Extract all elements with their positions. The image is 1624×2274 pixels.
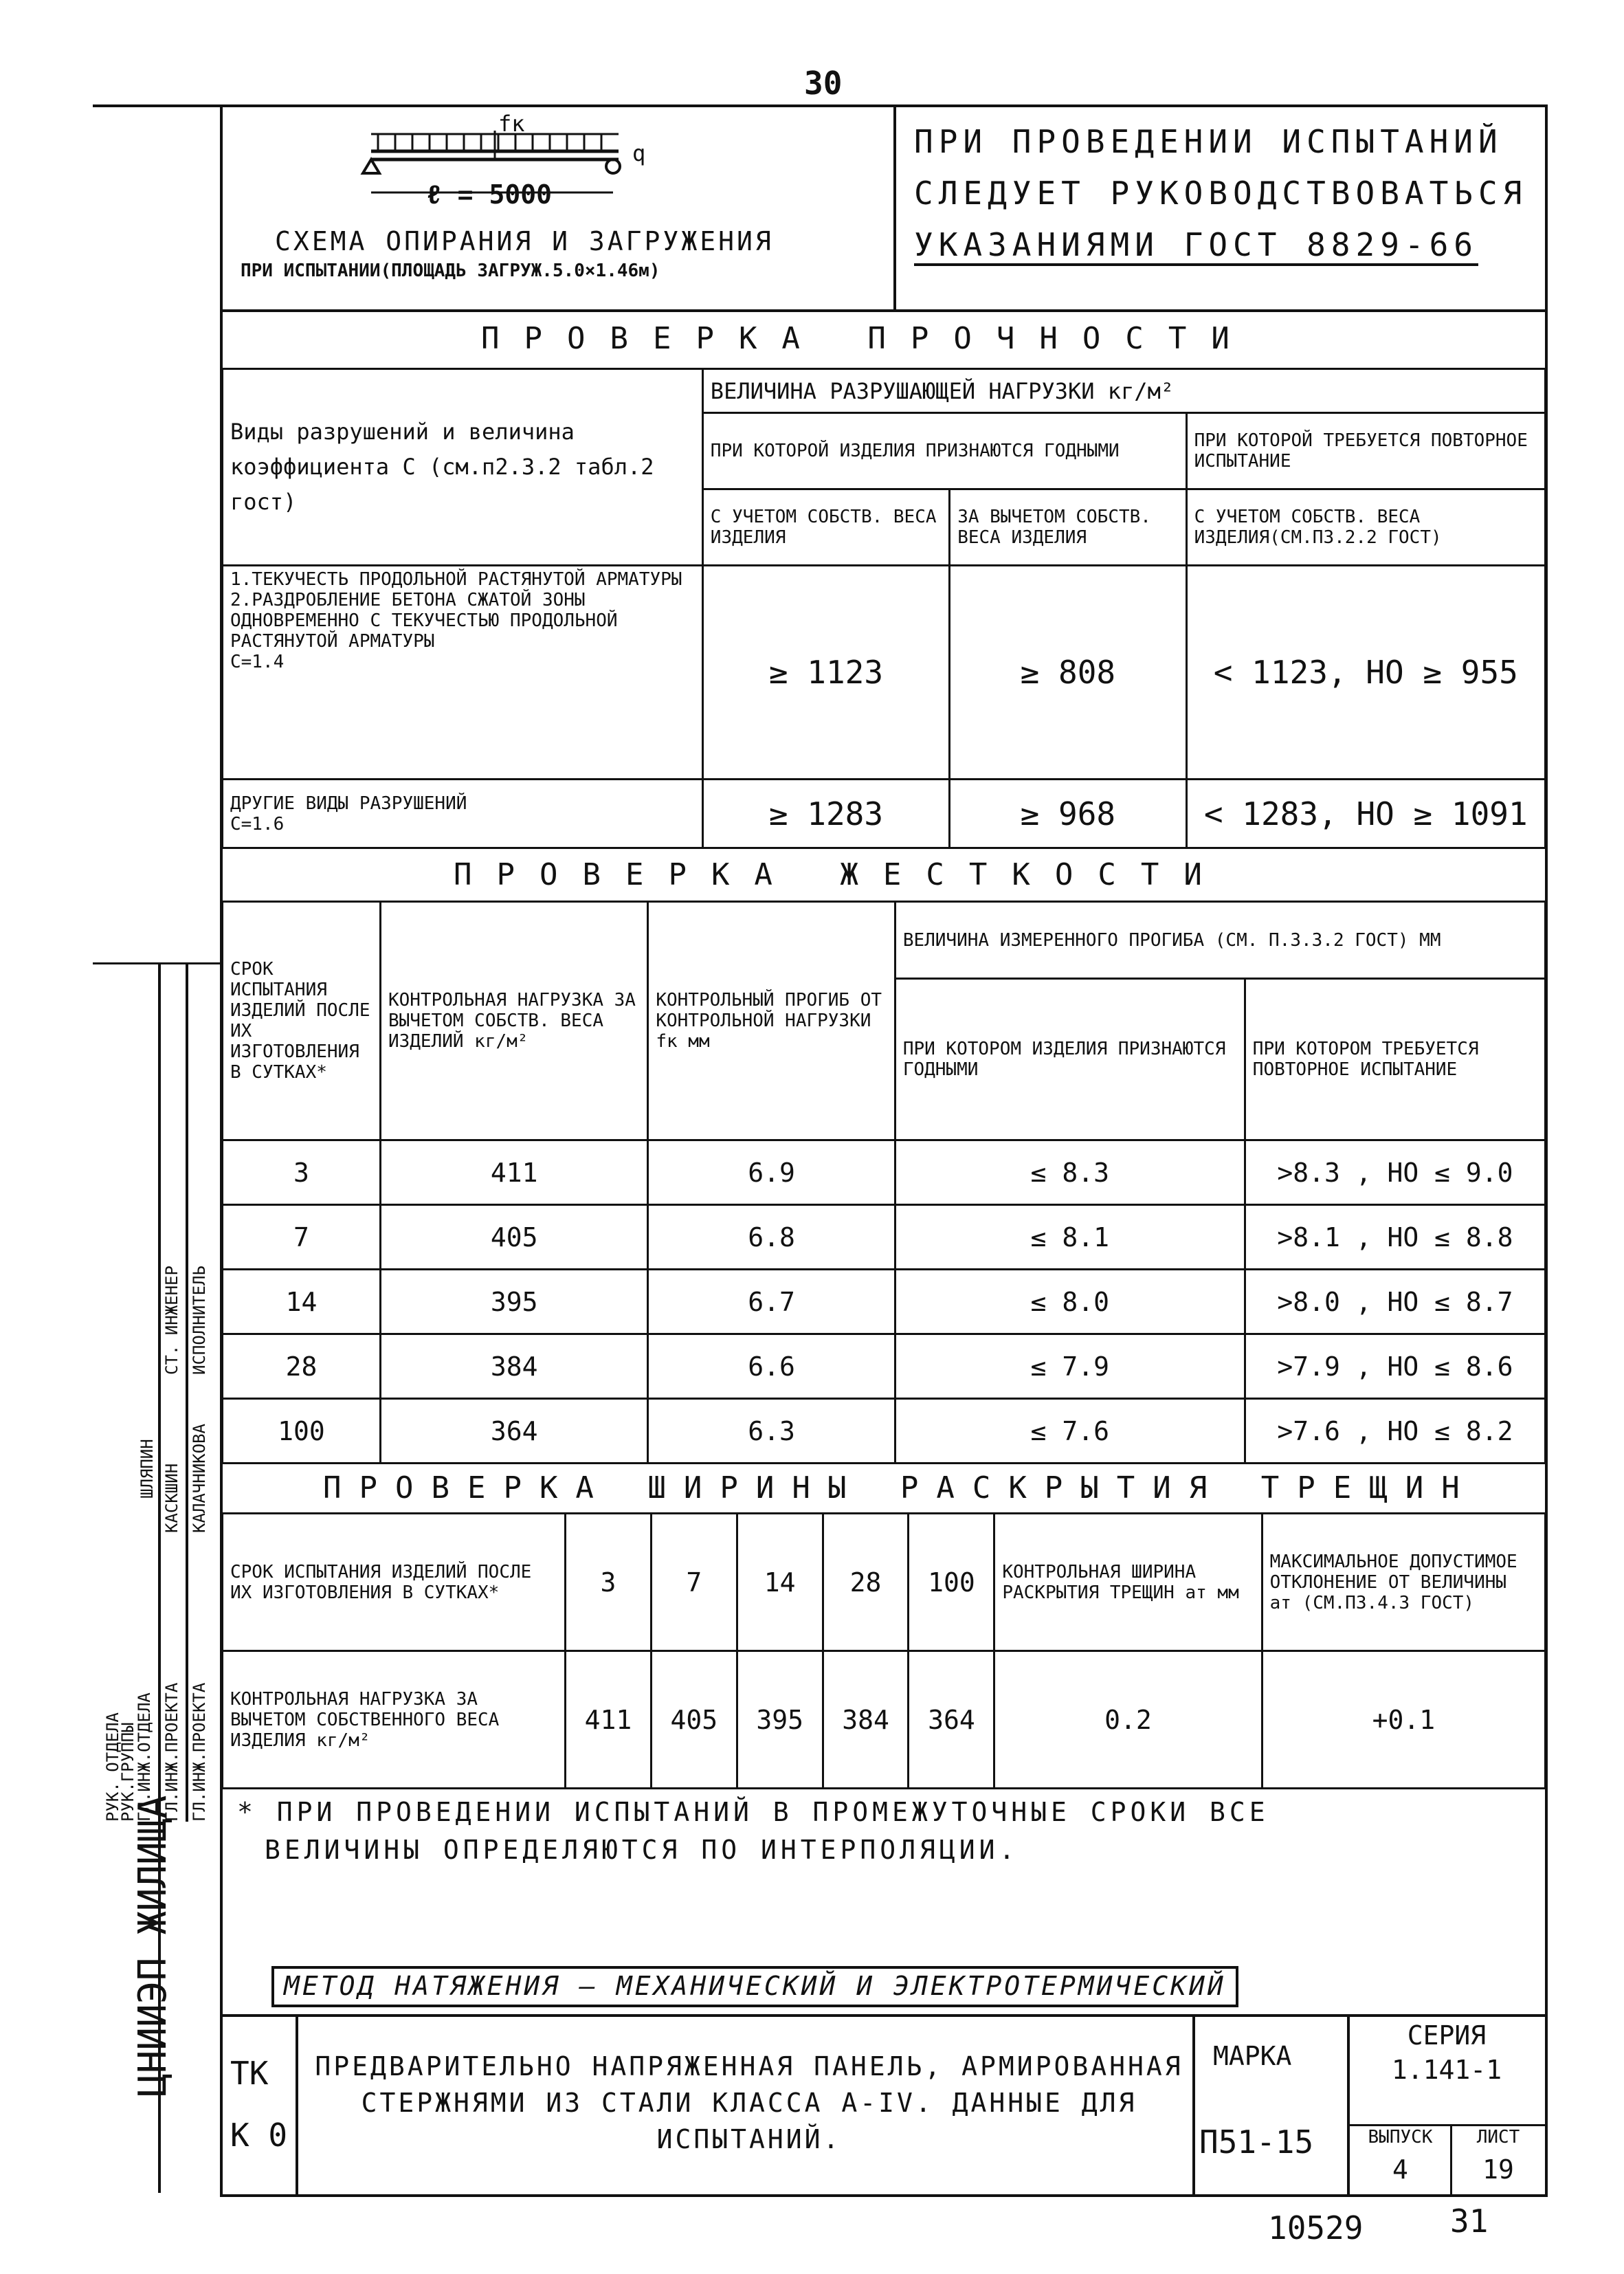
stiffness-repeat: >7.9 , НО ≤ 8.6 bbox=[1245, 1334, 1545, 1399]
crack-term: 100 bbox=[909, 1514, 994, 1651]
scheme-q: q bbox=[632, 140, 646, 166]
stiffness-col-repeat: ПРИ КОТОРОМ ТРЕБУЕТСЯ ПОВТОРНОЕ ИСПЫТАНИЕ bbox=[1245, 979, 1545, 1140]
strength-col-good: ПРИ КОТОРОЙ ИЗДЕЛИЯ ПРИЗНАЮТСЯ ГОДНЫМИ bbox=[702, 413, 1186, 489]
side-role-7: ИСПОЛНИТЕЛЬ bbox=[190, 1266, 209, 1375]
stiffness-load: 405 bbox=[380, 1205, 647, 1270]
stiffness-load: 364 bbox=[380, 1399, 647, 1464]
scheme-caption-2: ПРИ ИСПЫТАНИИ(ПЛОЩАДЬ ЗАГРУЖ.5.0×1.46м) bbox=[241, 261, 660, 281]
side-role-1: РУК. ОТДЕЛА bbox=[103, 1712, 122, 1822]
crack-term: 14 bbox=[737, 1514, 823, 1651]
crack-row2-label: КОНТРОЛЬНАЯ НАГРУЗКА ЗА ВЫЧЕТОМ СОБСТВЕННОГО ВЕСА ИЗДЕЛИЯ кг/м² bbox=[223, 1651, 566, 1789]
stiffness-load: 395 bbox=[380, 1270, 647, 1334]
strength-row-2-without: ≥ 968 bbox=[950, 780, 1186, 848]
side-name-2: КАСКШИН bbox=[162, 1463, 181, 1533]
crack-term: 7 bbox=[651, 1514, 737, 1651]
stiffness-good: ≤ 7.6 bbox=[895, 1399, 1245, 1464]
frame-top bbox=[93, 104, 1546, 107]
scheme-caption-1: СХЕМА ОПИРАНИЯ И ЗАГРУЖЕНИЯ bbox=[275, 226, 774, 256]
strength-col-with: С УЧЕТОМ СОБСТВ. ВЕСА ИЗДЕЛИЯ bbox=[702, 489, 949, 566]
stamp-vypusk-label: ВЫПУСК bbox=[1368, 2127, 1433, 2148]
strength-row-2-repeat: < 1283, НО ≥ 1091 bbox=[1186, 780, 1545, 848]
strength-row-1-with: ≥ 1123 bbox=[702, 566, 949, 780]
strength-col-main: Виды разрушений и величина коэффициента С (см.п2.3.2 табл.2 гост) bbox=[223, 369, 703, 566]
side-role-5: ГЛ.ИНЖ.ПРОЕКТА bbox=[190, 1682, 209, 1822]
strength-col-repeat: ПРИ КОТОРОЙ ТРЕБУЕТСЯ ПОВТОРНОЕ ИСПЫТАНИЕ bbox=[1186, 413, 1545, 489]
stiffness-term: 100 bbox=[223, 1399, 381, 1464]
stiffness-defl: 6.9 bbox=[648, 1140, 895, 1205]
footnote-line-1: * ПРИ ПРОВЕДЕНИИ ИСПЫТАНИЙ В ПРОМЕЖУТОЧНЫЕ СРОКИ ВСЕ bbox=[237, 1797, 1269, 1827]
stamp-marka-label: МАРКА bbox=[1213, 2041, 1292, 2071]
stiffness-repeat: >8.1 , НО ≤ 8.8 bbox=[1245, 1205, 1545, 1270]
table-row bbox=[223, 1140, 1546, 1205]
crack-width-value: 0.2 bbox=[994, 1651, 1262, 1789]
crack-load: 364 bbox=[909, 1651, 994, 1789]
strength-row-2-desc: ДРУГИЕ ВИДЫ РАЗРУШЕНИЙ С=1.6 bbox=[223, 780, 703, 848]
crack-col-width: КОНТРОЛЬНАЯ ШИРИНА РАСКРЫТИЯ ТРЕЩИН aт мм bbox=[994, 1514, 1262, 1651]
bottom-number-2: 31 bbox=[1450, 2203, 1489, 2240]
strength-row-1-repeat: < 1123, НО ≥ 955 bbox=[1186, 566, 1545, 780]
instruction-line-2: СЛЕДУЕТ РУКОВОДСТВОВАТЬСЯ bbox=[914, 175, 1528, 212]
stiffness-table bbox=[221, 901, 1546, 1464]
side-role-2: РУК.ГРУППЫ bbox=[118, 1722, 137, 1822]
stiffness-good: ≤ 8.3 bbox=[895, 1140, 1245, 1205]
table-row bbox=[223, 1399, 1546, 1464]
stiffness-load: 411 bbox=[380, 1140, 647, 1205]
strength-table bbox=[221, 368, 1546, 849]
stiffness-good: ≤ 8.0 bbox=[895, 1270, 1245, 1334]
page-top-number: 30 bbox=[804, 65, 843, 102]
side-org: ЦНИИЭП ЖИЛИЩА bbox=[131, 1795, 175, 2097]
table-row bbox=[223, 1270, 1546, 1334]
crack-term: 3 bbox=[565, 1514, 651, 1651]
stiffness-load: 384 bbox=[380, 1334, 647, 1399]
table-row bbox=[223, 1205, 1546, 1270]
crack-load: 395 bbox=[737, 1651, 823, 1789]
stiffness-term: 7 bbox=[223, 1205, 381, 1270]
crack-title: ПРОВЕРКА ШИРИНЫ РАСКРЫТИЯ ТРЕЩИН bbox=[323, 1470, 1478, 1505]
instruction-line-3: УКАЗАНИЯМИ ГОСТ 8829-66 bbox=[914, 227, 1478, 266]
crack-table bbox=[221, 1512, 1546, 1789]
side-role-4: ГЛ.ИНЖ.ПРОЕКТА bbox=[162, 1682, 181, 1822]
strength-col-repeat-sub: С УЧЕТОМ СОБСТВ. ВЕСА ИЗДЕЛИЯ(СМ.П3.2.2 ГОСТ) bbox=[1186, 489, 1545, 566]
crack-row1-label: СРОК ИСПЫТАНИЯ ИЗДЕЛИЙ ПОСЛЕ ИХ ИЗГОТОВЛЕНИЯ В СУТКАХ* bbox=[223, 1514, 566, 1651]
crack-dev-value: +0.1 bbox=[1262, 1651, 1545, 1789]
crack-term: 28 bbox=[823, 1514, 909, 1651]
stiffness-col-load: КОНТРОЛЬНАЯ НАГРУЗКА ЗА ВЫЧЕТОМ СОБСТВ. ВЕСА ИЗДЕЛИЙ кг/м² bbox=[380, 902, 647, 1140]
strength-row-1-without: ≥ 808 bbox=[950, 566, 1186, 780]
stiffness-defl: 6.6 bbox=[648, 1334, 895, 1399]
stiffness-defl: 6.7 bbox=[648, 1270, 895, 1334]
stamp-vypusk: 4 bbox=[1392, 2154, 1408, 2185]
stiffness-col-term: СРОК ИСПЫТАНИЯ ИЗДЕЛИЙ ПОСЛЕ ИХ ИЗГОТОВЛЕНИЯ В СУТКАХ* bbox=[223, 902, 381, 1140]
stamp-tk: ТК bbox=[230, 2055, 269, 2092]
scheme-fk: fк bbox=[498, 111, 525, 137]
strength-col-load: ВЕЛИЧИНА РАЗРУШАЮЩЕЙ НАГРУЗКИ кг/м² bbox=[702, 369, 1545, 413]
side-name-1: ШЛЯПИН bbox=[137, 1439, 157, 1499]
strength-col-without: ЗА ВЫЧЕТОМ СОБСТВ. ВЕСА ИЗДЕЛИЯ bbox=[950, 489, 1186, 566]
frame-bottom bbox=[220, 2194, 1548, 2197]
stiffness-repeat: >8.3 , НО ≤ 9.0 bbox=[1245, 1140, 1545, 1205]
stiffness-col-defl: КОНТРОЛЬНЫЙ ПРОГИБ ОТ КОНТРОЛЬНОЙ НАГРУЗКИ fк мм bbox=[648, 902, 895, 1140]
side-role-3: ГЛ.ИНЖ.ОТДЕЛА bbox=[135, 1692, 154, 1822]
scheme-span: ℓ = 5000 bbox=[426, 179, 552, 210]
table-row bbox=[223, 566, 1546, 780]
crack-load: 405 bbox=[651, 1651, 737, 1789]
strength-title: ПРОВЕРКА ПРОЧНОСТИ bbox=[481, 321, 1254, 356]
strength-row-1-desc: 1.ТЕКУЧЕСТЬ ПРОДОЛЬНОЙ РАСТЯНУТОЙ АРМАТУРЫ 2.РАЗДРОБЛЕНИЕ БЕТОНА СЖАТОЙ ЗОНЫ ОДНОВРЕМЕННО С ТЕКУЧЕСТЬЮ ПРОДОЛЬНОЙ РАСТЯНУТОЙ АРМАТУРЫ С=1.4 bbox=[223, 566, 703, 780]
bottom-number-1: 10529 bbox=[1268, 2209, 1364, 2247]
stiffness-repeat: >7.6 , НО ≤ 8.2 bbox=[1245, 1399, 1545, 1464]
crack-load: 384 bbox=[823, 1651, 909, 1789]
method-label: МЕТОД НАТЯЖЕНИЯ — МЕХАНИЧЕСКИЙ И ЭЛЕКТРОТЕРМИЧЕСКИЙ bbox=[271, 1966, 1238, 2007]
table-row bbox=[223, 1334, 1546, 1399]
stiffness-title: ПРОВЕРКА ЖЕСТКОСТИ bbox=[454, 857, 1227, 892]
stamp-marka: П51-15 bbox=[1199, 2123, 1314, 2161]
stamp-list: 19 bbox=[1482, 2154, 1514, 2185]
strength-row-2-with: ≥ 1283 bbox=[702, 780, 949, 848]
stamp-k0: К 0 bbox=[230, 2117, 288, 2154]
stamp-series: 1.141-1 bbox=[1391, 2055, 1502, 2085]
stamp-series-label: СЕРИЯ bbox=[1407, 2020, 1487, 2051]
instruction-line-1: ПРИ ПРОВЕДЕНИИ ИСПЫТАНИЙ bbox=[914, 123, 1503, 160]
stiffness-col-meas: ВЕЛИЧИНА ИЗМЕРЕННОГО ПРОГИБА (СМ. П.3.3.2 ГОСТ) ММ bbox=[895, 902, 1545, 979]
stiffness-term: 14 bbox=[223, 1270, 381, 1334]
stiffness-good: ≤ 8.1 bbox=[895, 1205, 1245, 1270]
stiffness-term: 3 bbox=[223, 1140, 381, 1205]
footnote-line-2: ВЕЛИЧИНЫ ОПРЕДЕЛЯЮТСЯ ПО ИНТЕРПОЛЯЦИИ. bbox=[265, 1835, 1019, 1865]
stiffness-defl: 6.8 bbox=[648, 1205, 895, 1270]
stamp-list-label: ЛИСТ bbox=[1476, 2127, 1520, 2148]
stiffness-repeat: >8.0 , НО ≤ 8.7 bbox=[1245, 1270, 1545, 1334]
side-name-3: КАЛАЧНИКОВА bbox=[190, 1424, 209, 1533]
crack-col-dev: МАКСИМАЛЬНОЕ ДОПУСТИМОЕ ОТКЛОНЕНИЕ ОТ ВЕЛИЧИНЫ aт (СМ.П3.4.3 ГОСТ) bbox=[1262, 1514, 1545, 1651]
stiffness-defl: 6.3 bbox=[648, 1399, 895, 1464]
stiffness-good: ≤ 7.9 bbox=[895, 1334, 1245, 1399]
stiffness-term: 28 bbox=[223, 1334, 381, 1399]
stamp-title: ПРЕДВАРИТЕЛЬНО НАПРЯЖЕННАЯ ПАНЕЛЬ, АРМИРОВАННАЯ СТЕРЖНЯМИ ИЗ СТАЛИ КЛАССА А-IV. ДАННЫЕ ДЛЯ ИСПЫТАНИЙ. bbox=[315, 2051, 1183, 2155]
side-role-6: СТ. ИНЖЕНЕР bbox=[162, 1266, 181, 1375]
table-row bbox=[223, 780, 1546, 848]
stiffness-col-good: ПРИ КОТОРОМ ИЗДЕЛИЯ ПРИЗНАЮТСЯ ГОДНЫМИ bbox=[895, 979, 1245, 1140]
crack-load: 411 bbox=[565, 1651, 651, 1789]
